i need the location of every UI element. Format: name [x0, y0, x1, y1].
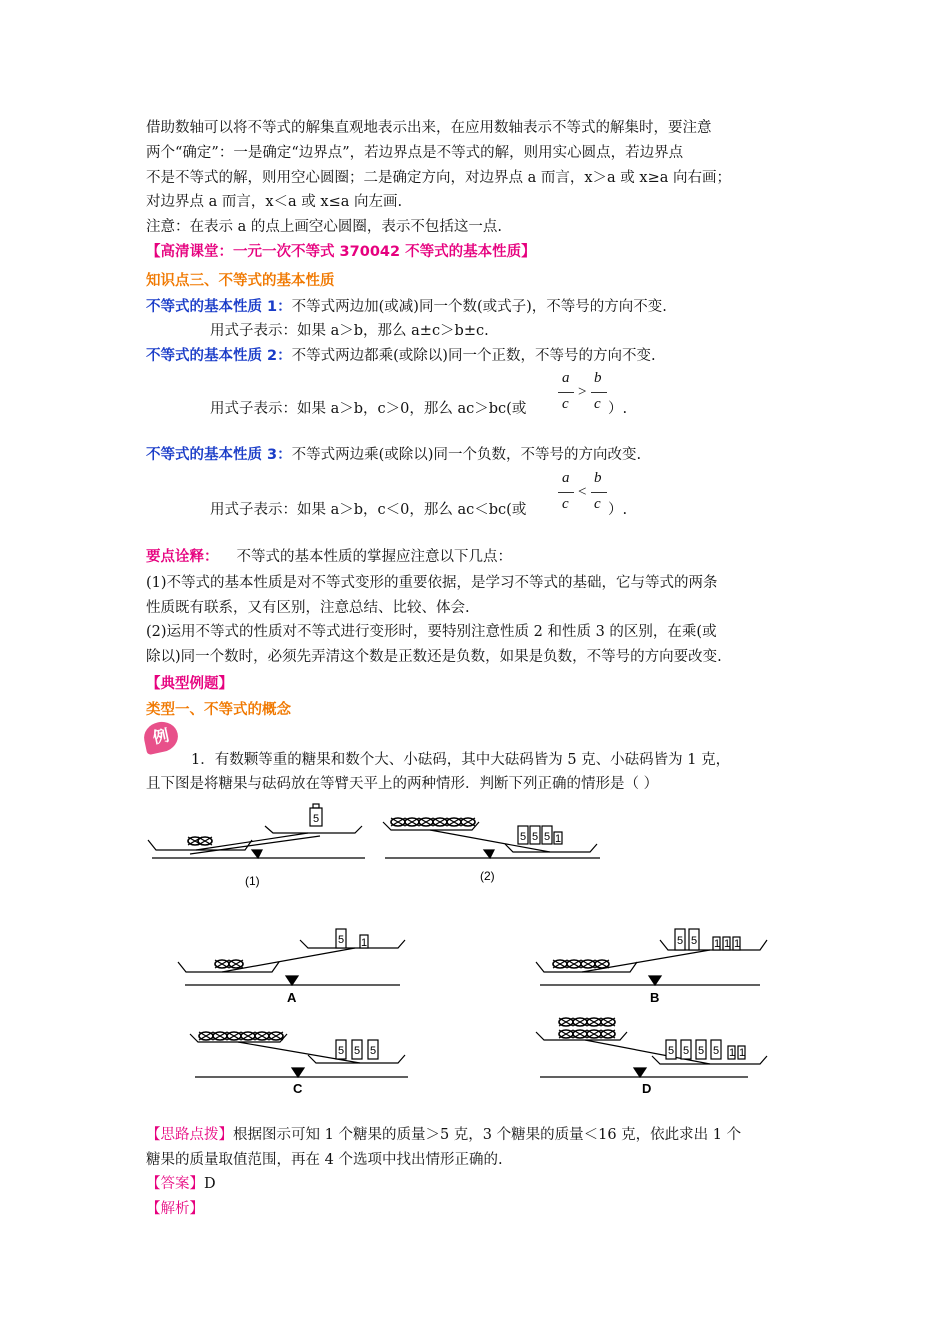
- intro-line-3: 不是不等式的解，则用空心圆圈；二是确定方向，对边界点 a 而言，x＞a 或 x≥a 向右画；: [146, 170, 731, 186]
- weight-1: 1: [361, 937, 368, 949]
- keypoint-1a: (1)不等式的基本性质是对不等式变形的重要依据，是学习不等式的基础，它与等式的两条: [146, 575, 718, 591]
- option-D: D: [642, 1081, 652, 1096]
- weight-5: 5: [691, 935, 698, 947]
- weight-1: 1: [714, 938, 721, 950]
- weight-5: 5: [338, 1045, 345, 1057]
- weight-5: 5: [338, 934, 345, 946]
- property-1: [146, 296, 667, 318]
- weight-5: 5: [520, 831, 527, 843]
- balance-1: [148, 804, 365, 858]
- intro-line-1: 借助数轴可以将不等式的解集直观地表示出来，在应用数轴表示不等式的解集时，要注意: [146, 120, 712, 136]
- caption-2: (2): [480, 869, 495, 883]
- weight-1: 1: [555, 833, 562, 845]
- answer-label: 【答案】: [146, 1176, 204, 1192]
- weight-5: 5: [683, 1045, 690, 1057]
- frac3-bar-a: [558, 492, 574, 493]
- answer-value: D: [204, 1176, 216, 1192]
- analysis-line: [146, 1198, 204, 1220]
- keypoint-2a: (2)运用不等式的性质对不等式进行变形时，要特别注意性质 2 和性质 3 的区别，在乘(或: [146, 624, 717, 640]
- balance-A: [178, 929, 405, 985]
- property-2-formula: 用式子表示：如果 a＞b，c＞0，那么 ac＞bc(或: [210, 401, 527, 417]
- frac3-den-a: c: [562, 496, 569, 512]
- property-3: [146, 444, 641, 466]
- example-line-1: 1．有数颗等重的糖果和数个大、小砝码，其中大砝码皆为 5 克、小砝码皆为 1 克，: [191, 752, 731, 768]
- keypoint-2b: 除以)同一个数时，必须先弄清这个数是正数还是负数，如果是负数，不等号的方向要改变.: [146, 649, 722, 665]
- section-title: 知识点三、不等式的基本性质: [146, 273, 335, 289]
- frac2-den-a: c: [562, 396, 569, 412]
- intro-note: 注意：在表示 a 的点上画空心圆圈，表示不包括这一点.: [146, 219, 502, 235]
- weight-5: 5: [544, 831, 551, 843]
- weight-5: 5: [313, 813, 320, 825]
- property-1-text: 不等式两边加(或减)同一个数(或式子)，不等号的方向不变.: [291, 299, 667, 315]
- frac3-lt: <: [578, 484, 587, 500]
- property-1-label: 不等式的基本性质 1：: [146, 299, 292, 315]
- frac2-gt: >: [578, 384, 587, 400]
- weight-1: 1: [734, 938, 741, 950]
- weight-5: 5: [354, 1045, 361, 1057]
- frac2-num-b: b: [594, 370, 602, 386]
- frac3-num-b: b: [594, 470, 602, 486]
- property-2-close: ）.: [608, 401, 628, 417]
- weight-5: 5: [713, 1045, 720, 1057]
- weight-5: 5: [677, 935, 684, 947]
- frac2-num-a: a: [562, 370, 570, 386]
- weight-5: 5: [370, 1045, 377, 1057]
- keypoints-heading: [146, 546, 512, 568]
- frac2-den-b: c: [594, 396, 601, 412]
- property-1-formula: 用式子表示：如果 a＞b，那么 a±c＞b±c.: [210, 323, 489, 339]
- property-3-close: ）.: [608, 502, 628, 518]
- frac3-den-b: c: [594, 496, 601, 512]
- weight-1: 1: [729, 1047, 736, 1059]
- property-2-text: 不等式两边都乘(或除以)同一个正数，不等号的方向不变.: [291, 348, 656, 364]
- frac2-bar-a: [558, 392, 574, 393]
- balance-2: [383, 818, 600, 858]
- weight-1: 1: [724, 938, 731, 950]
- caption-1: (1): [245, 874, 260, 888]
- option-A: A: [287, 990, 297, 1005]
- hint-line-1: [146, 1124, 741, 1146]
- property-2-label: 不等式的基本性质 2：: [146, 348, 292, 364]
- hint-line-2: 糖果的质量取值范围，再在 4 个选项中找出情形正确的.: [146, 1152, 503, 1168]
- type1-title: 类型一、不等式的概念: [146, 702, 291, 718]
- frac3-bar-b: [591, 492, 607, 493]
- examples-title: 【典型例题】: [146, 676, 233, 692]
- property-3-text: 不等式两边乘(或除以)同一个负数，不等号的方向改变.: [291, 447, 642, 463]
- frac3-num-a: a: [562, 470, 570, 486]
- analysis-label: 【解析】: [146, 1201, 204, 1217]
- hint-text-1: 根据图示可知 1 个糖果的质量＞5 克，3 个糖果的质量＜16 克，依此求出 1 个: [233, 1127, 742, 1143]
- option-C: C: [293, 1081, 303, 1096]
- weight-5: 5: [698, 1045, 705, 1057]
- keypoints-label: 要点诠释：: [146, 549, 219, 565]
- weight-5: 5: [668, 1045, 675, 1057]
- class-title: 【高清课堂：一元一次不等式 370042 不等式的基本性质】: [146, 244, 536, 260]
- example-badge: [141, 719, 180, 755]
- intro-line-2: 两个“确定”：一是确定“边界点”，若边界点是不等式的解，则用实心圆点，若边界点: [146, 145, 684, 161]
- balance-B: [536, 929, 767, 985]
- frac2-bar-b: [591, 392, 607, 393]
- property-2: [146, 345, 656, 367]
- weight-1: 1: [739, 1047, 746, 1059]
- option-B: B: [650, 990, 660, 1005]
- property-3-label: 不等式的基本性质 3：: [146, 447, 292, 463]
- weight-5: 5: [532, 831, 539, 843]
- balance-figure: [0, 800, 950, 1130]
- keypoints-intro: 不等式的基本性质的掌握应注意以下几点：: [236, 549, 512, 565]
- answer-line: [146, 1173, 216, 1195]
- hint-label: 【思路点拨】: [146, 1127, 233, 1143]
- intro-line-4: 对边界点 a 而言，x＜a 或 x≤a 向左画.: [146, 194, 403, 210]
- keypoint-1b: 性质既有联系，又有区别，注意总结、比较、体会.: [146, 600, 470, 616]
- example-line-2: 且下图是将糖果与砝码放在等臂天平上的两种情形．判断下列正确的情形是（ ）: [146, 776, 659, 792]
- example-badge-text: 例: [151, 725, 171, 748]
- property-3-formula: 用式子表示：如果 a＞b，c＜0，那么 ac＜bc(或: [210, 502, 527, 518]
